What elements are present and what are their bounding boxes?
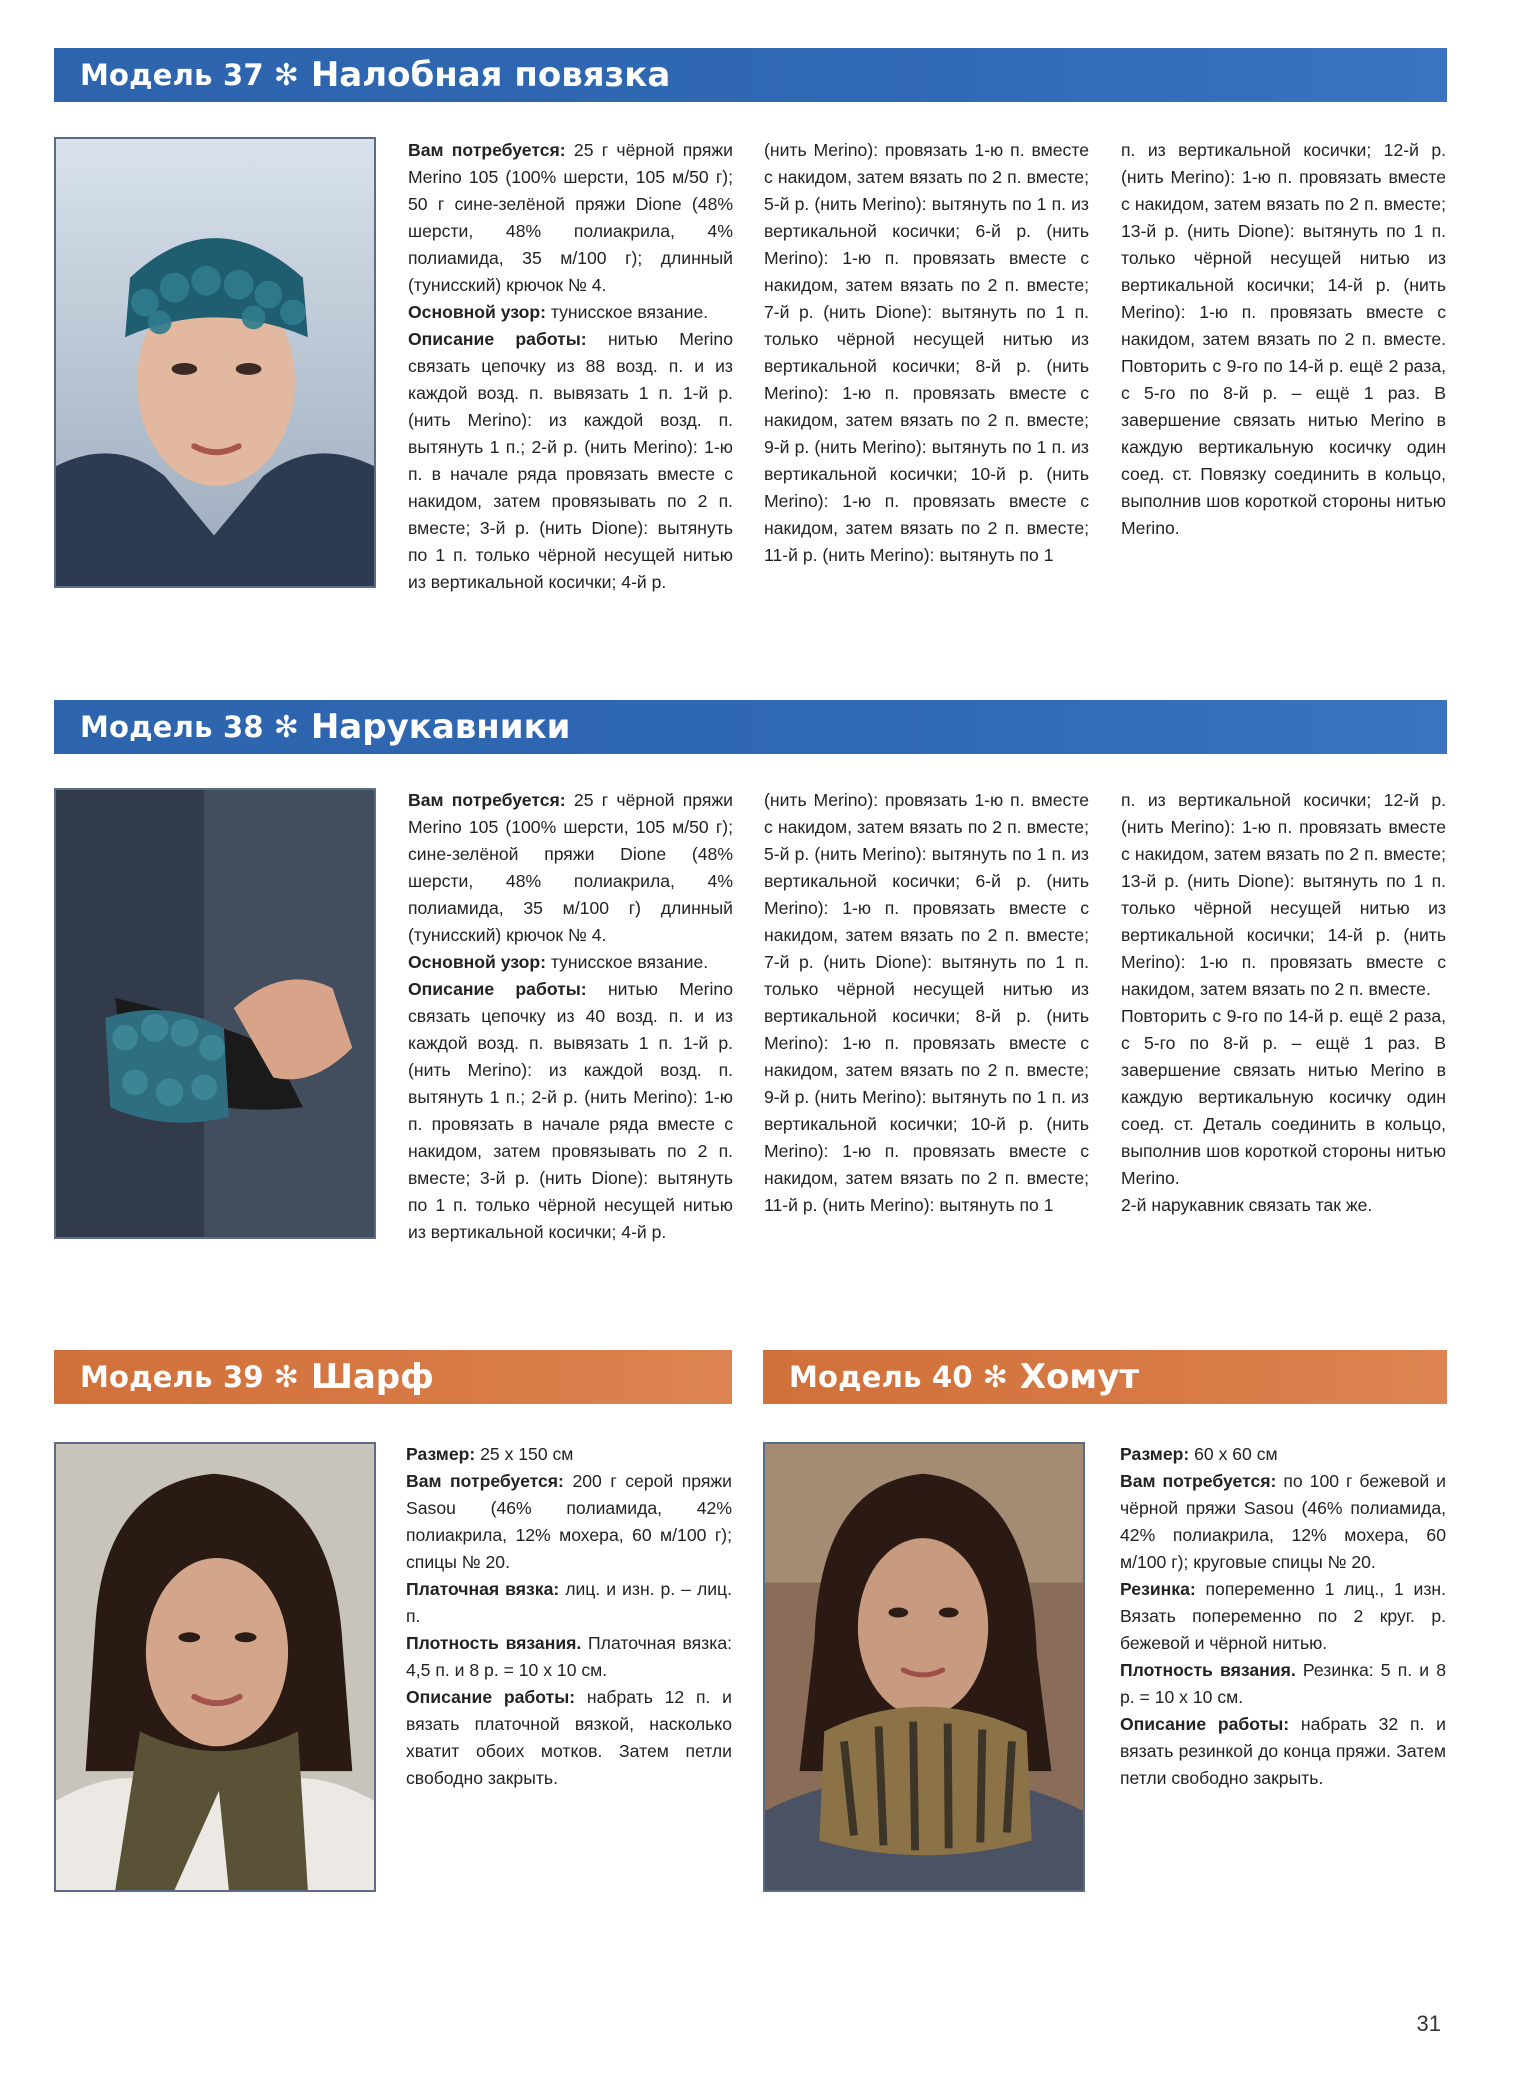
page-number: 31 (1416, 2011, 1441, 2036)
star-icon: ✻ (273, 1359, 299, 1395)
paragraph-text: попеременно 1 лиц., 1 изн. Вязать попеременно по 2 круг. р. бежевой и чёрной нитью. (1120, 1579, 1446, 1653)
paragraph (764, 787, 1089, 1219)
paragraph (408, 949, 733, 976)
model-40-col-1 (1120, 1441, 1446, 1792)
model-37-col-1 (408, 137, 733, 596)
paragraph-text: 25 г чёрной пряжи Merino 105 (100% шерсти, 105 м/50 г); 50 г сине-зелёной пряжи Dione (48% шерсти, 48% полиакрила, 4% полиамида, 35 м/100 г); длинный (тунисский) крючок № 4. (408, 140, 733, 295)
model-37-label: Модель 37 (80, 58, 264, 92)
star-icon: ✻ (982, 1359, 1008, 1395)
paragraph-text: нитью Merino связать цепочку из 40 возд. п. и из каждой возд. п. вывязать 1 п. 1-й р. (нить Merino): из каждой возд. п. вытянуть 1 п.; 2-й р. (нить Merino): 1-ю п. провязать в начале ряда вместе с накидом, затем провязывать по 2 п. вместе; 3-й р. (нить Dione): вытянуть по 1 п. только чёрной несущей нитью из вертикальной косички; 4-й р. (408, 979, 733, 1242)
paragraph-text: п. из вертикальной косички; 12-й р. (нить Merino): 1-ю п. провязать вместе с накидом, затем вязать по 2 п. вместе; 13-й р. (нить Dione): вытянуть по 1 п. только чёрной несущей нитью из вертикальной косички; 14-й р. (нить Merino): 1-ю п. провязать вместе с накидом, затем вязать по 2 п. вместе. (1121, 790, 1446, 999)
paragraph-heading: Основной узор: (408, 952, 546, 972)
paragraph-text: нитью Merino связать цепочку из 88 возд. п. и из каждой возд. п. вывязать 1 п. 1-й р. (нить Merino): из каждой возд. п. вытянуть 1 п.; 2-й р. (нить Merino): 1-ю п. в начале ряда провязать вместе с накидом, затем провязывать по 2 п. вместе; 3-й р. (нить Dione): вытянуть по 1 п. только чёрной несущей нитью из вертикальной косички; 4-й р. (408, 329, 733, 592)
woman-cowl-photo (763, 1442, 1085, 1892)
model-37-col-3 (1121, 137, 1446, 542)
paragraph (408, 137, 733, 299)
paragraph-heading: Вам потребуется: (406, 1471, 564, 1491)
model-40-banner (763, 1350, 1447, 1404)
paragraph-heading: Резинка: (1120, 1579, 1196, 1599)
paragraph (406, 1468, 732, 1576)
paragraph (1120, 1657, 1446, 1711)
paragraph-text: 60 x 60 см (1189, 1444, 1278, 1464)
paragraph-text: (нить Merino): провязать 1-ю п. вместе с накидом, затем вязать по 2 п. вместе; 5-й р. (нить Merino): вытянуть по 1 п. из вертикальной косички; 6-й р. (нить Merino): 1-ю п. провязать вместе с накидом, затем вязать по 2 п. вместе; 7-й р. (нить Dione): вытянуть по 1 п. только чёрной несущей нитью из вертикальной косички; 8-й р. (нить Merino): 1-ю п. провязать вместе с накидом, затем вязать по 2 п. вместе; 9-й р. (нить Merino): вытянуть по 1 п. из вертикальной косички; 10-й р. (нить Merino): 1-ю п. провязать вместе с накидом, затем вязать по 2 п. вместе; 11-й р. (нить Merino): вытянуть по 1 (764, 140, 1089, 565)
model-38-title: Нарукавники (310, 707, 571, 747)
star-icon: ✻ (273, 709, 299, 745)
paragraph (406, 1441, 732, 1468)
paragraph-heading: Платочная вязка: (406, 1579, 560, 1599)
paragraph-heading: Плотность вязания. (1120, 1660, 1296, 1680)
model-38-banner (54, 700, 1447, 754)
paragraph-heading: Размер: (406, 1444, 476, 1464)
paragraph-text: 2-й нарукавник связать так же. (1121, 1195, 1373, 1215)
paragraph-text: по 100 г бежевой и чёрной пряжи Sasou (46% полиамида, 42% полиакрила, 12% мохера, 60 м/100 г); круговые спицы № 20. (1120, 1471, 1447, 1572)
paragraph-text: 25 г чёрной пряжи Merino 105 (100% шерсти, 105 м/50 г); сине-зелёной пряжи Dione (48% шерсти, 48% полиакрила, 4% полиамида, 35 м/100 г) длинный (тунисский) крючок № 4. (408, 790, 733, 945)
paragraph-text: (нить Merino): провязать 1-ю п. вместе с накидом, затем вязать по 2 п. вместе; 5-й р. (нить Merino): вытянуть по 1 п. из вертикальной косички; 6-й р. (нить Merino): 1-ю п. провязать вместе с накидом, затем вязать по 2 п. вместе; 7-й р. (нить Dione): вытянуть по 1 п. только чёрной несущей нитью из вертикальной косички; 8-й р. (нить Merino): 1-ю п. провязать вместе с накидом, затем вязать по 2 п. вместе; 9-й р. (нить Merino): вытянуть по 1 п. из вертикальной косички; 10-й р. (нить Merino): 1-ю п. провязать вместе с накидом, затем вязать по 2 п. вместе; 11-й р. (нить Merino): вытянуть по 1 (764, 790, 1089, 1215)
paragraph (408, 326, 733, 596)
paragraph-text: Платочная вязка: 4,5 п. и 8 р. = 10 x 10 см. (406, 1633, 732, 1680)
paragraph-text: Повторить с 9-го по 14-й р. ещё 2 раза, с 5-го по 8-й р. – ещё 1 раз. В завершение связать нитью Merino в каждую вертикальную косичку один соед. ст. Деталь соединить в кольцо, выполнив шов короткой стороны нитью Merino. (1121, 1006, 1446, 1188)
paragraph (408, 299, 733, 326)
paragraph-heading: Основной узор: (408, 302, 546, 322)
model-40-label: Модель 40 (789, 1360, 973, 1394)
paragraph (1121, 1003, 1446, 1192)
paragraph-heading: Вам потребуется: (408, 140, 566, 160)
paragraph (1120, 1441, 1446, 1468)
model-37-col-2 (764, 137, 1089, 569)
paragraph (408, 787, 733, 949)
model-39-title: Шарф (310, 1357, 434, 1397)
paragraph (1121, 787, 1446, 1003)
paragraph (1120, 1576, 1446, 1657)
paragraph-heading: Описание работы: (408, 329, 587, 349)
arm-warmer-photo (54, 788, 376, 1239)
paragraph-text: п. из вертикальной косички; 12-й р. (нить Merino): 1-ю п. провязать вместе с накидом, затем вязать по 2 п. вместе; 13-й р. (нить Dione): вытянуть по 1 п. только чёрной несущей нитью из вертикальной косички; 14-й р. (нить Merino): 1-ю п. провязать вместе с накидом, затем вязать по 2 п. вместе. Повторить с 9-го по 14-й р. ещё 2 раза, с 5-го по 8-й р. – ещё 1 раз. В завершение связать нитью Merino в каждую вертикальную косичку один соед. ст. Повязку соединить в кольцо, выполнив шов короткой стороны нитью Merino. (1121, 140, 1446, 538)
paragraph (764, 137, 1089, 569)
model-38-label: Модель 38 (80, 710, 264, 744)
paragraph-heading: Вам потребуется: (1120, 1471, 1277, 1491)
paragraph-text: набрать 12 п. и вязать платочной вязкой, насколько хватит обоих мотков. Затем петли свободно закрыть. (406, 1687, 732, 1788)
paragraph-heading: Описание работы: (408, 979, 587, 999)
paragraph-heading: Плотность вязания. (406, 1633, 582, 1653)
paragraph (1120, 1468, 1446, 1576)
paragraph (406, 1684, 732, 1792)
paragraph-heading: Описание работы: (406, 1687, 576, 1707)
paragraph-text: набрать 32 п. и вязать резинкой до конца пряжи. Затем петли свободно закрыть. (1120, 1714, 1446, 1788)
woman-scarf-photo (54, 1442, 376, 1892)
model-39-col-1 (406, 1441, 732, 1792)
star-icon: ✻ (273, 57, 299, 93)
paragraph (1120, 1711, 1446, 1792)
model-39-label: Модель 39 (80, 1360, 264, 1394)
paragraph (1121, 137, 1446, 542)
model-38-col-3 (1121, 787, 1446, 1219)
model-40-title: Хомут (1019, 1357, 1140, 1397)
model-38-col-1 (408, 787, 733, 1246)
paragraph-text: Резинка: 5 п. и 8 р. = 10 x 10 см. (1120, 1660, 1446, 1707)
paragraph-text: тунисское вязание. (545, 952, 709, 972)
paragraph-heading: Вам потребуется: (408, 790, 566, 810)
paragraph (406, 1576, 732, 1630)
paragraph-text: тунисское вязание. (545, 302, 709, 322)
model-37-banner (54, 48, 1447, 102)
paragraph (1121, 1192, 1446, 1219)
model-38-col-2 (764, 787, 1089, 1219)
model-39-banner (54, 1350, 732, 1404)
paragraph-text: лиц. и изн. р. – лиц. п. (406, 1579, 732, 1626)
paragraph-heading: Описание работы: (1120, 1714, 1290, 1734)
paragraph (408, 976, 733, 1246)
model-37-title: Налобная повязка (310, 55, 671, 95)
woman-headband-photo (54, 137, 376, 588)
paragraph (406, 1630, 732, 1684)
paragraph-text: 200 г серой пряжи Sasou (46% полиамида, 42% полиакрила, 12% мохера, 60 м/100 г); спицы № 20. (406, 1471, 733, 1572)
paragraph-heading: Размер: (1120, 1444, 1190, 1464)
paragraph-text: 25 x 150 см (475, 1444, 574, 1464)
